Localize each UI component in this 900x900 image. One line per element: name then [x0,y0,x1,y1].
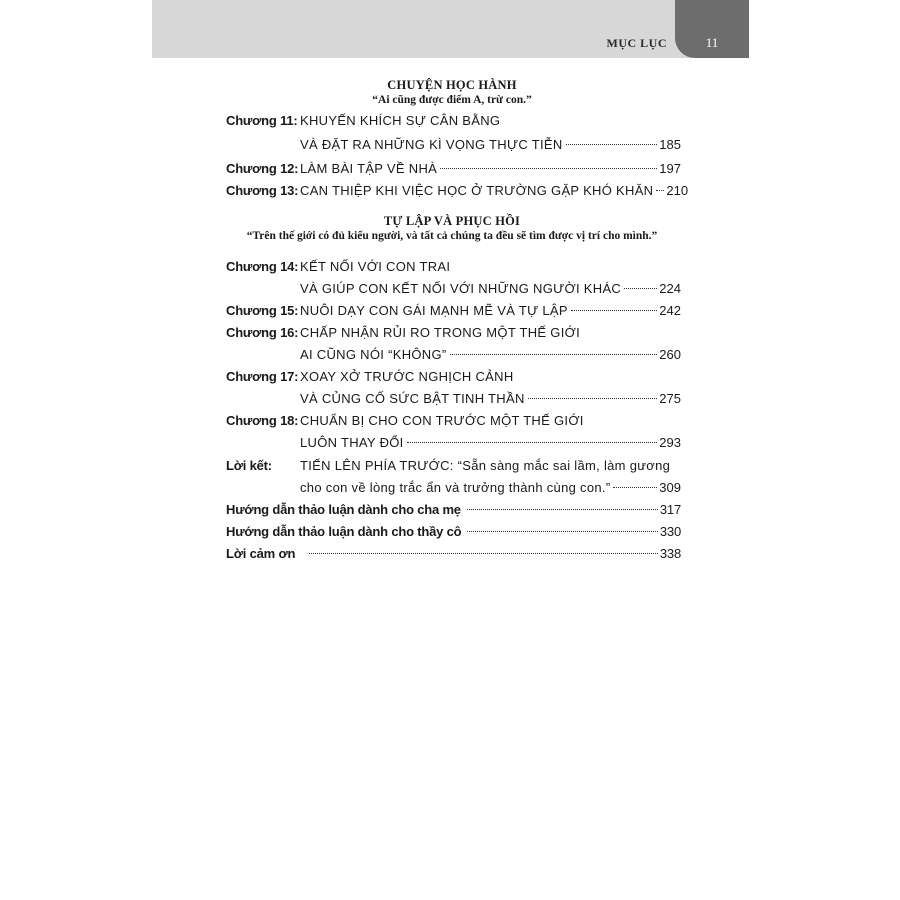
toc-entry-chapter-11-cont[interactable] [226,134,681,156]
page-ref: 224 [659,281,681,296]
chapter-label: Chương 14: [226,259,299,274]
chapter-title-cont: VÀ GIÚP CON KẾT NỐI VỚI NHỮNG NGƯỜI KHÁC [300,281,622,296]
chapter-label: Chương 17: [226,369,299,384]
toc-entry-chapter-16-cont[interactable] [226,344,681,366]
chapter-title: KẾT NỐI VỚI CON TRAI [300,259,451,274]
chapter-title-cont: VÀ ĐẶT RA NHỮNG KÌ VỌNG THỰC TIỄN [300,137,563,152]
leader-dots [467,509,658,510]
toc-entry-chapter-11[interactable] [226,110,681,132]
toc-entry-chapter-15[interactable] [226,300,681,322]
page-ref: 275 [659,391,681,406]
toc-entry-chapter-17[interactable] [226,366,681,388]
leader-dots [309,553,658,554]
chapter-label: Chương 18: [226,413,299,428]
section-quote: “Trên thế giới có đủ kiểu người, và tất cả chúng ta đều sẽ tìm được vị trí cho mình.” [246,230,658,242]
chapter-label: Chương 13: [226,183,299,198]
page-ref: 260 [659,347,681,362]
chapter-title-cont: LUÔN THAY ĐỔI [300,435,404,450]
page-number-tab [675,0,749,58]
leader-dots [566,144,658,145]
section-quote: “Ai cũng được điểm A, trừ con.” [372,94,532,106]
epilogue-label: Lời kết: [226,458,272,473]
leader-dots [624,288,657,289]
toc-entry-epilogue[interactable] [226,455,681,477]
toc-entry-chapter-13[interactable] [226,180,689,202]
appendix-title: Hướng dẫn thảo luận dành cho thầy cô [226,524,462,539]
chapter-title: NUÔI DẠY CON GÁI MẠNH MẼ VÀ TỰ LẬP [300,303,568,318]
leader-dots [613,487,657,488]
chapter-title-cont: AI CŨNG NÓI “KHÔNG” [300,347,447,362]
page-ref: 317 [659,502,681,517]
page-ref: 197 [659,161,681,176]
section-title: CHUYỆN HỌC HÀNH [387,78,517,92]
leader-dots [467,531,658,532]
page-header [152,0,749,58]
toc-entry-chapter-16[interactable] [226,322,681,344]
chapter-title: KHUYẾN KHÍCH SỰ CÂN BẰNG [300,113,501,128]
toc-entry-teacher-guide[interactable] [226,521,681,543]
chapter-label: Chương 11: [226,113,298,128]
header-title: MỤC LỤC [606,36,667,50]
toc-entry-chapter-18-cont[interactable] [226,432,681,454]
chapter-title: CHUẨN BỊ CHO CON TRƯỚC MỘT THẾ GIỚI [300,413,584,428]
page-ref: 309 [659,480,681,495]
appendix-title: Lời cảm ơn [226,546,296,561]
page-ref: 185 [659,137,681,152]
toc-entry-chapter-18[interactable] [226,410,681,432]
toc-entry-chapter-12[interactable] [226,158,681,180]
page-ref: 210 [666,183,689,198]
toc-entry-epilogue-cont[interactable] [226,477,681,499]
chapter-title: XOAY XỞ TRƯỚC NGHỊCH CẢNH [300,369,514,384]
chapter-label: Chương 15: [226,303,299,318]
toc-entry-chapter-17-cont[interactable] [226,388,681,410]
leader-dots [656,190,664,191]
section-heading [222,214,682,242]
leader-dots [571,310,657,311]
page-ref: 293 [659,435,681,450]
section-title: TỰ LẬP VÀ PHỤC HỒI [383,214,521,228]
page-ref: 338 [659,546,681,561]
leader-dots [450,354,658,355]
epilogue-title: TIẾN LÊN PHÍA TRƯỚC: “Sẵn sàng mắc sai lầm, làm gương [300,458,671,473]
chapter-title: CHẤP NHẬN RỦI RO TRONG MỘT THẾ GIỚI [300,325,580,340]
leader-dots [407,442,658,443]
page-ref: 242 [659,303,681,318]
chapter-label: Chương 12: [226,161,299,176]
toc-entry-chapter-14[interactable] [226,256,681,278]
chapter-title-cont: VÀ CỦNG CỐ SỨC BẬT TINH THẦN [300,391,525,406]
chapter-title: LÀM BÀI TẬP VỀ NHÀ [300,161,438,176]
appendix-title: Hướng dẫn thảo luận dành cho cha mẹ [226,502,461,517]
chapter-label: Chương 16: [226,325,299,340]
toc-entry-acknowledgements[interactable] [226,543,681,565]
epilogue-title-cont: cho con về lòng trắc ẩn và trưởng thành cùng con.” [300,480,611,495]
chapter-title: CAN THIỆP KHI VIỆC HỌC Ở TRƯỜNG GẶP KHÓ KHĂN [300,183,654,198]
toc-entry-parent-guide[interactable] [226,499,681,521]
leader-dots [528,398,658,399]
leader-dots [440,168,657,169]
page-number: 11 [705,35,719,50]
page-ref: 330 [659,524,681,539]
section-heading [222,78,682,106]
toc-entry-chapter-14-cont[interactable] [226,278,681,300]
